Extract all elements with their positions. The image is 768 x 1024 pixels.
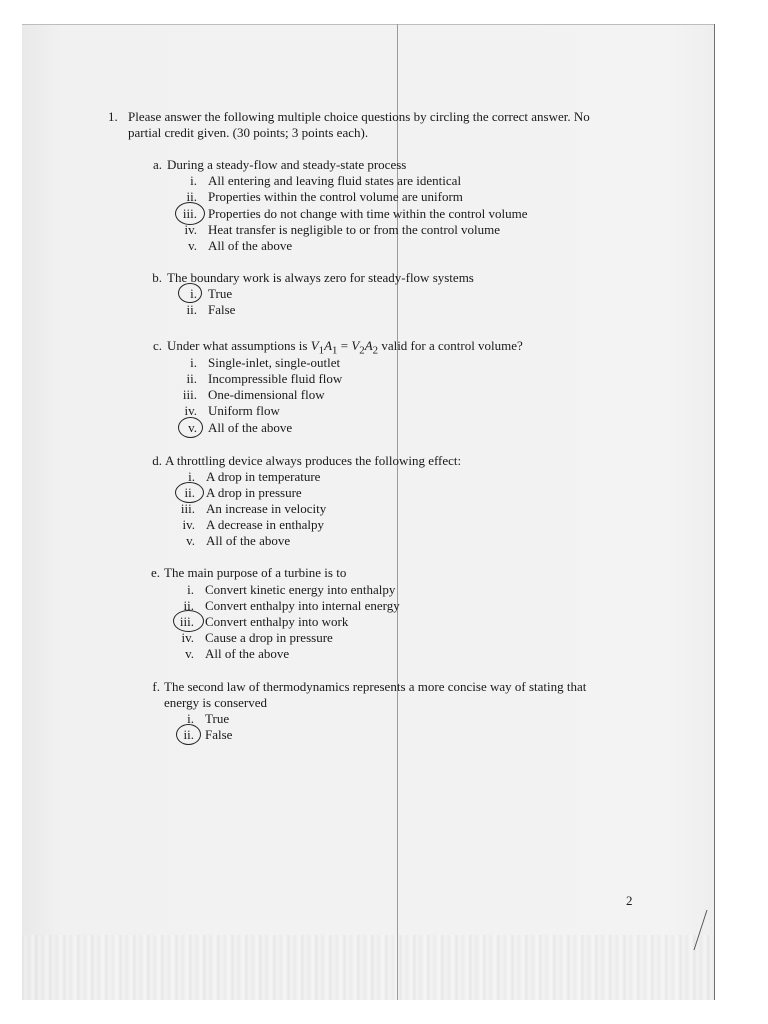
option-number: ii. bbox=[186, 302, 197, 317]
subscript: 2 bbox=[359, 344, 365, 357]
area-symbol: A bbox=[364, 338, 373, 353]
option-number: ii. bbox=[186, 189, 197, 204]
answer-circle bbox=[175, 482, 204, 503]
option-number: i. bbox=[187, 711, 194, 726]
stem-text: Under what assumptions is bbox=[167, 338, 311, 353]
area-symbol: A bbox=[324, 338, 333, 353]
option-text: A drop in temperature bbox=[206, 469, 321, 484]
option-text: Single-inlet, single-outlet bbox=[208, 355, 341, 370]
equals-sign: = bbox=[337, 338, 352, 353]
answer-circle bbox=[173, 610, 204, 632]
part-b-stem: The boundary work is always zero for steady-flow systems bbox=[167, 270, 474, 285]
option-number: i. bbox=[190, 355, 197, 370]
option-text: A decrease in enthalpy bbox=[206, 517, 325, 532]
part-f-stem-line2: energy is conserved bbox=[164, 695, 268, 710]
part-d-letter: d. bbox=[152, 453, 162, 468]
option-text: True bbox=[205, 711, 230, 726]
option-text: Heat transfer is negligible to or from the control volume bbox=[208, 222, 501, 237]
answer-circle bbox=[176, 724, 201, 745]
question-instructions-line1: Please answer the following multiple choice questions by circling the correct answer. No bbox=[128, 109, 590, 124]
option-text: All of the above bbox=[208, 420, 293, 435]
answer-circle bbox=[178, 283, 202, 303]
velocity-symbol: V bbox=[351, 338, 360, 353]
option-number: iii. bbox=[182, 387, 197, 402]
page-number: 2 bbox=[626, 893, 633, 908]
option-number: i. bbox=[190, 286, 197, 301]
option-text: All of the above bbox=[205, 646, 290, 661]
option-text: Incompressible fluid flow bbox=[208, 371, 343, 386]
option-number: iv. bbox=[182, 517, 195, 532]
part-b-letter: b. bbox=[152, 270, 162, 285]
option-text: Properties within the control volume are uniform bbox=[208, 189, 463, 204]
option-text: Properties do not change with time within the control volume bbox=[208, 206, 528, 221]
velocity-symbol: V bbox=[310, 338, 319, 353]
option-number: iv. bbox=[184, 222, 197, 237]
stem-text: valid for a control volume? bbox=[378, 338, 523, 353]
question-number: 1. bbox=[108, 109, 118, 124]
option-number: iv. bbox=[181, 630, 194, 645]
option-number: v. bbox=[188, 420, 197, 435]
option-text: A drop in pressure bbox=[206, 485, 302, 500]
part-a-letter: a. bbox=[152, 157, 162, 172]
option-text: One-dimensional flow bbox=[208, 387, 325, 402]
option-text: An increase in velocity bbox=[206, 501, 327, 516]
page-edge bbox=[714, 24, 715, 1000]
option-text: Cause a drop in pressure bbox=[205, 630, 333, 645]
answer-circle bbox=[178, 417, 203, 438]
option-number: iii. bbox=[182, 206, 197, 221]
option-number: iv. bbox=[184, 403, 197, 418]
option-text: False bbox=[208, 302, 236, 317]
option-text: Convert enthalpy into internal energy bbox=[205, 598, 400, 613]
option-text: False bbox=[205, 727, 233, 742]
option-number: ii. bbox=[183, 598, 194, 613]
part-d-stem: A throttling device always produces the following effect: bbox=[165, 453, 462, 468]
option-text: True bbox=[208, 286, 233, 301]
scan-noise bbox=[22, 935, 714, 1000]
option-text: All of the above bbox=[206, 533, 291, 548]
option-number: i. bbox=[188, 469, 195, 484]
subscript: 1 bbox=[332, 344, 338, 357]
option-number: v. bbox=[186, 533, 195, 548]
subscript: 2 bbox=[372, 344, 379, 357]
question-instructions-line2: partial credit given. (30 points; 3 points each). bbox=[128, 125, 369, 140]
subscript: 1 bbox=[318, 344, 325, 357]
part-c-letter: c. bbox=[152, 338, 162, 353]
option-number: iii. bbox=[179, 614, 194, 629]
option-text: All entering and leaving fluid states are identical bbox=[208, 173, 462, 188]
option-text: Uniform flow bbox=[208, 403, 280, 418]
part-a-stem: During a steady-flow and steady-state process bbox=[167, 157, 407, 172]
option-text: Convert enthalpy into work bbox=[205, 614, 349, 629]
option-number: ii. bbox=[186, 371, 197, 386]
option-number: i. bbox=[190, 173, 197, 188]
option-number: v. bbox=[188, 238, 197, 253]
option-text: Convert kinetic energy into enthalpy bbox=[205, 582, 396, 597]
option-number: iii. bbox=[180, 501, 195, 516]
option-text: All of the above bbox=[208, 238, 293, 253]
option-number: ii. bbox=[184, 485, 195, 500]
option-number: i. bbox=[187, 582, 194, 597]
part-e-stem: The main purpose of a turbine is to bbox=[164, 565, 347, 580]
option-number: v. bbox=[185, 646, 194, 661]
part-f-letter: f. bbox=[152, 679, 160, 694]
part-e-letter: e. bbox=[150, 565, 160, 580]
part-f-stem-line1: The second law of thermodynamics represents a more concise way of stating that bbox=[164, 679, 587, 694]
option-number: ii. bbox=[183, 727, 194, 742]
